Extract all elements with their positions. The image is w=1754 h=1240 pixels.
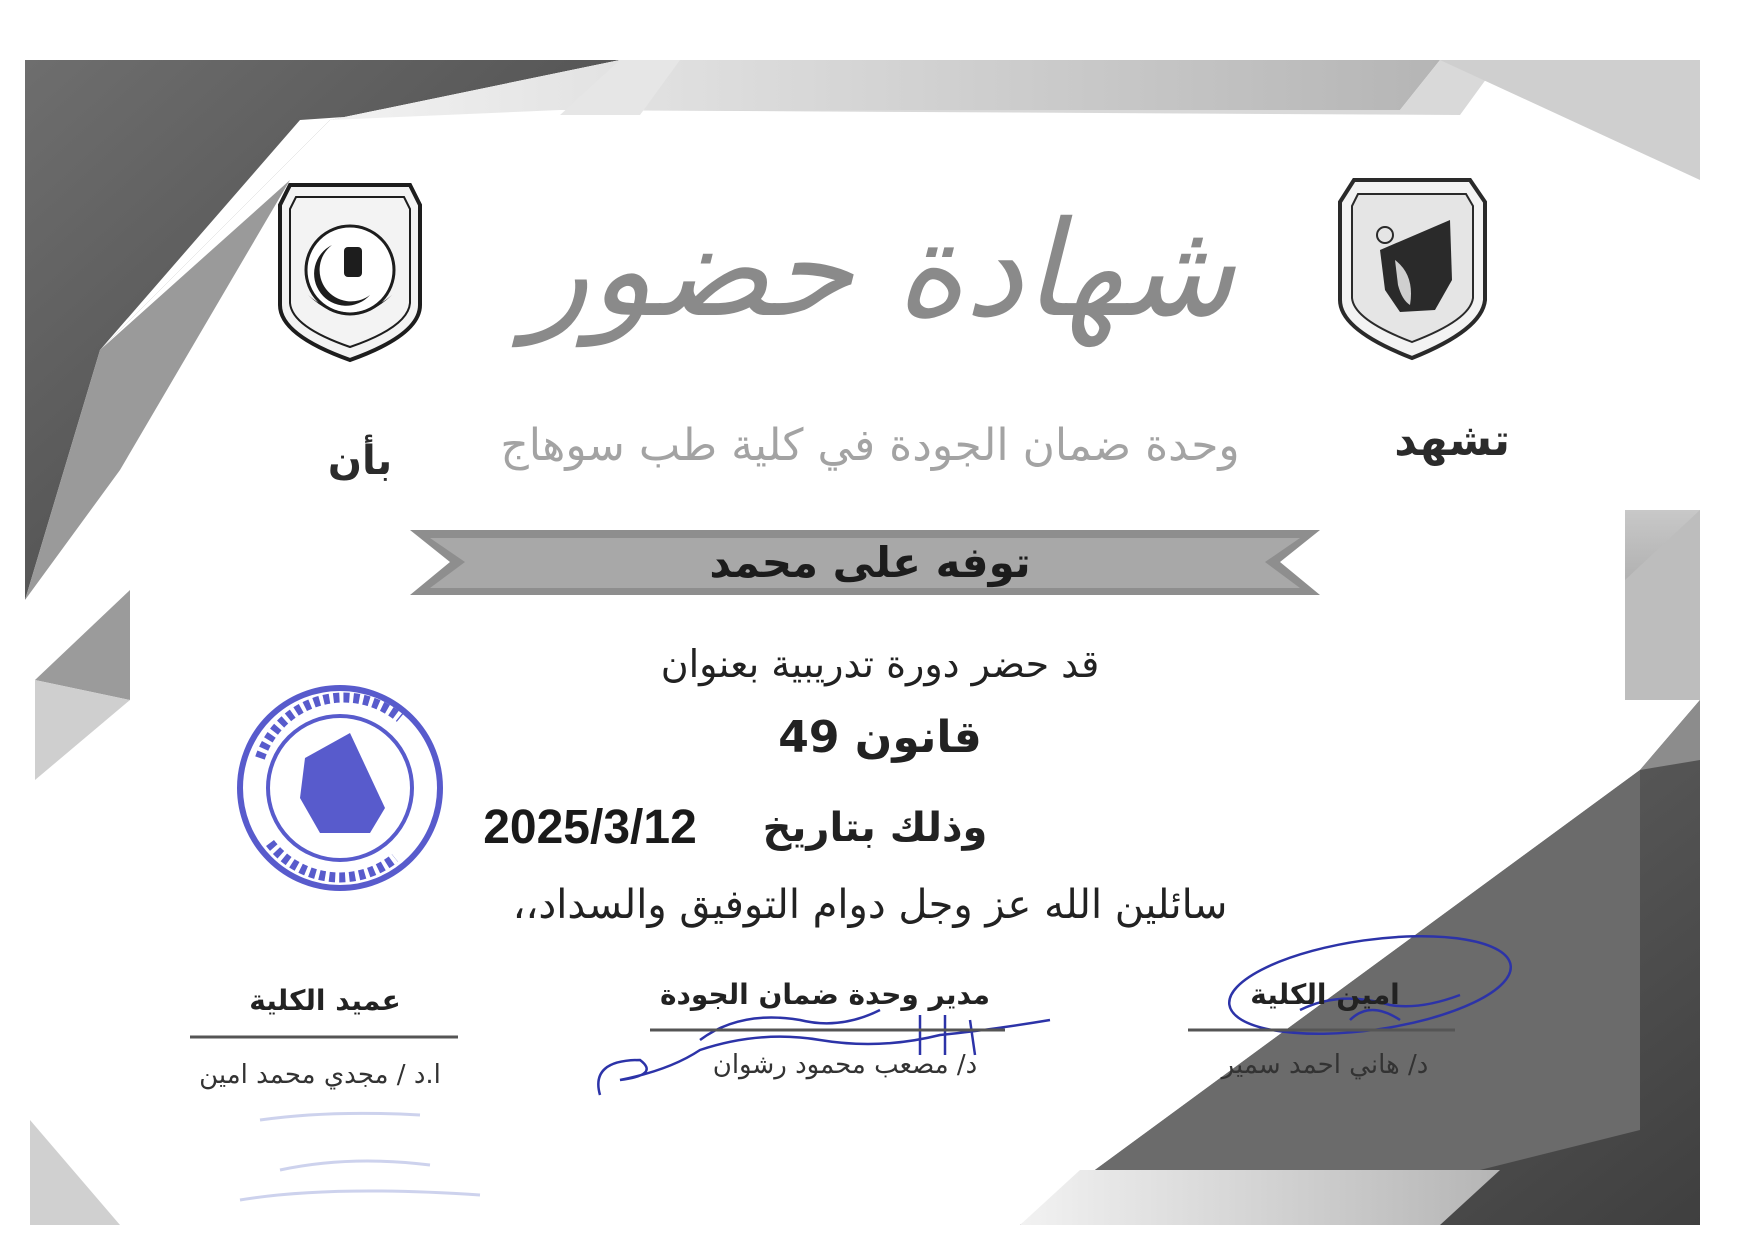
signature-title-quality: مدير وحدة ضمان الجودة — [660, 978, 990, 1011]
recipient-name: توفه على محمد — [709, 538, 1031, 587]
witness-word: تشهد — [1394, 415, 1510, 466]
issuer-unit: وحدة ضمان الجودة في كلية طب سوهاج — [500, 420, 1240, 471]
signature-name-quality: د/ مصعب محمود رشوان — [712, 1050, 978, 1080]
faded-signature-stamp — [240, 1113, 480, 1200]
faculty-emblem-left — [280, 185, 420, 360]
signature-name-secretary: د/ هاني احمد سمير — [1221, 1050, 1429, 1080]
course-title: قانون 49 — [778, 712, 982, 763]
official-stamp — [240, 688, 440, 888]
that-word: بأن — [327, 438, 393, 484]
frame-corner-bottom-left — [30, 1120, 120, 1225]
frame-corner-top-right — [1440, 60, 1700, 180]
attended-line: قد حضر دورة تدريبية بعنوان — [660, 642, 1100, 686]
signature-title-dean: عميد الكلية — [249, 984, 401, 1017]
closing-wish: سائلين الله عز وجل دوام التوفيق والسداد،، — [512, 882, 1228, 928]
university-emblem-right — [1340, 180, 1485, 358]
signature-title-secretary: امين الكلية — [1250, 978, 1400, 1011]
date-value: 2025/3/12 — [483, 801, 697, 854]
date-label: وذلك بتاريخ — [762, 805, 988, 851]
frame-band-bottom — [1020, 1170, 1500, 1225]
certificate-title: شهادة حضور — [525, 193, 1235, 347]
signature-name-dean: ا.د / مجدي محمد امين — [199, 1060, 441, 1090]
